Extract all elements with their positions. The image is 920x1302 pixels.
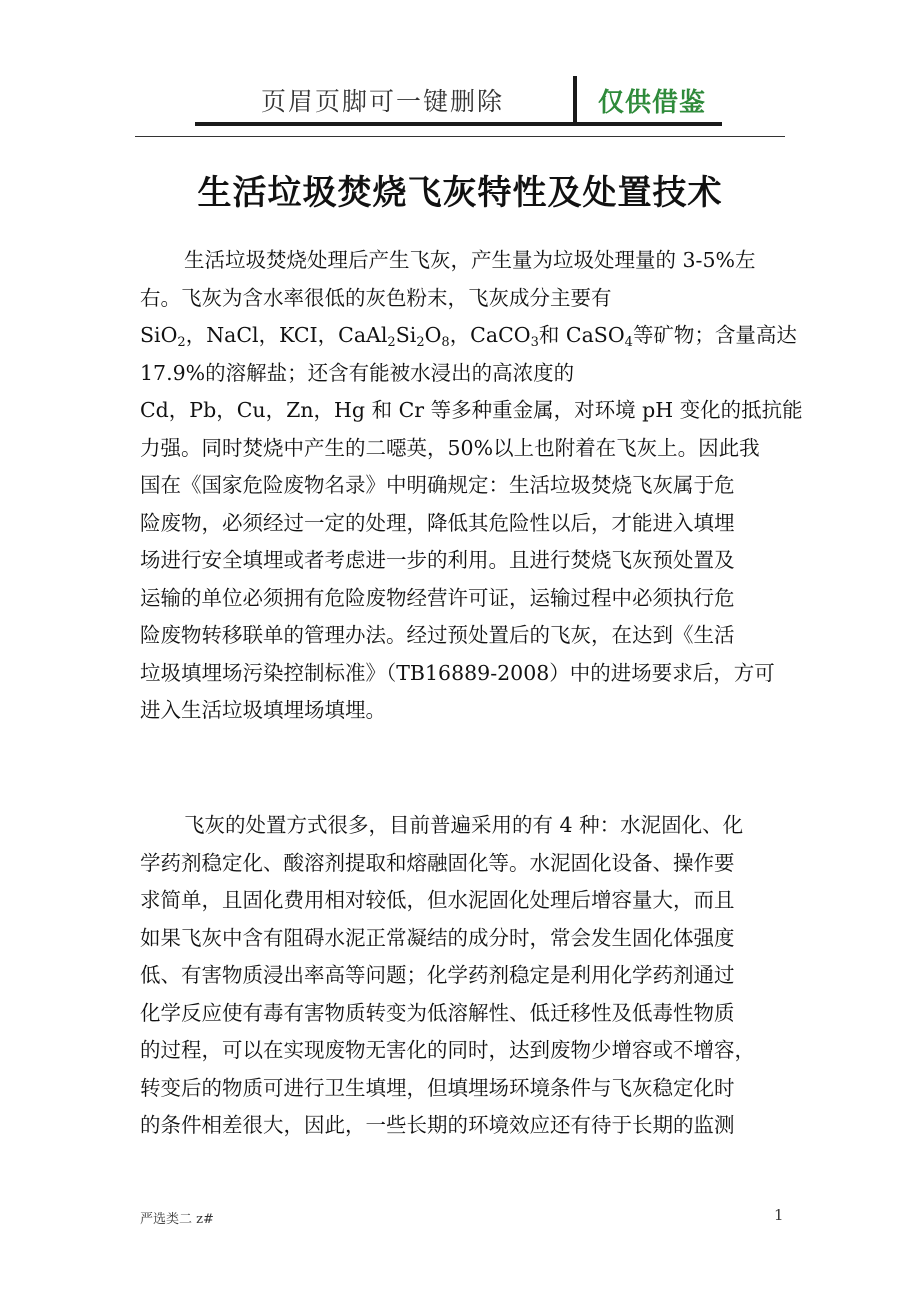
page-number: 1	[774, 1206, 784, 1224]
paragraph2-line: 化学反应使有毒有害物质转变为低溶解性、低迁移性及低毒性物质	[140, 1000, 735, 1025]
paragraph1-line: 右。飞灰为含水率很低的灰色粉末，飞灰成分主要有	[140, 285, 612, 310]
paragraph1-line: 17.9%的溶解盐；还含有能被水浸出的高浓度的	[140, 360, 575, 385]
paragraph2-line: 飞灰的处置方式很多，目前普遍采用的有 4 种：水泥固化、化	[184, 813, 744, 837]
paragraph2-line: 的过程，可以在实现废物无害化的同时，达到废物少增容或不增容，	[140, 1038, 755, 1062]
paragraph1-line: 险废物，必须经过一定的处理，降低其危险性以后，才能进入填埋	[140, 510, 735, 535]
paragraph2-line: 如果飞灰中含有阻碍水泥正常凝结的成分时，常会发生固化体强度	[140, 925, 735, 950]
paragraph1-line: 运输的单位必须拥有危险废物经营许可证，运输过程中必须执行危	[140, 585, 735, 610]
paragraph2-line: 求简单，且固化费用相对较低，但水泥固化处理后增容量大，而且	[140, 888, 735, 912]
document-title: 生活垃圾焚烧飞灰特性及处置技术	[197, 173, 723, 213]
footer-left-text: 严选类二 z#	[140, 1212, 214, 1227]
paragraph1-line: 国在《国家危险废物名录》中明确规定：生活垃圾焚烧飞灰属于危	[140, 473, 735, 497]
paragraph2-line: 学药剂稳定化、酸溶剂提取和熔融固化等。水泥固化设备、操作要	[140, 850, 735, 875]
header-divider-vertical	[573, 76, 577, 124]
paragraph1-line: Cd，Pb，Cu，Zn，Hg 和 Cr 等多种重金属，对环境 pH 变化的抵抗能	[140, 398, 803, 422]
header-left-text: 页眉页脚可一键删除	[260, 87, 504, 116]
paragraph1-line: SiO$_2$，NaCl，KCI，$CaAl_2Si_2O_8$，CaCO$_3$和 CaSO$_4$等矿物；含量高达	[140, 323, 797, 350]
paragraph2-line: 低、有害物质浸出率高等问题；化学药剂稳定是利用化学药剂通过	[140, 963, 735, 987]
paragraph-1	[140, 242, 803, 730]
paragraph1-line: 险废物转移联单的管理办法。经过预处置后的飞灰，在达到《生活	[140, 623, 735, 647]
paragraph2-line: 的条件相差很大，因此，一些长期的环境效应还有待于长期的监测	[140, 1113, 735, 1137]
paragraph1-line: 进入生活垃圾填埋场填埋。	[140, 698, 386, 722]
paragraph2-line: 转变后的物质可进行卫生填埋，但填埋场环境条件与飞灰稳定化时	[140, 1075, 735, 1100]
paragraph-2	[140, 807, 780, 1145]
header-rule-thin	[135, 136, 785, 137]
header-rule-thick	[195, 122, 722, 126]
paragraph1-line: 场进行安全填埋或者考虑进一步的利用。且进行焚烧飞灰预处置及	[140, 548, 735, 572]
paragraph1-line: 垃圾填埋场污染控制标准》（TB16889-2008）中的进场要求后，方可	[140, 660, 775, 685]
paragraph1-line: 力强。同时焚烧中产生的二噁英，50%以上也附着在飞灰上。因此我	[140, 435, 760, 460]
paragraph1-line: 生活垃圾焚烧处理后产生飞灰，产生量为垃圾处理量的 3-5%左	[184, 248, 756, 272]
header-right-badge: 仅供借鉴	[598, 88, 707, 118]
